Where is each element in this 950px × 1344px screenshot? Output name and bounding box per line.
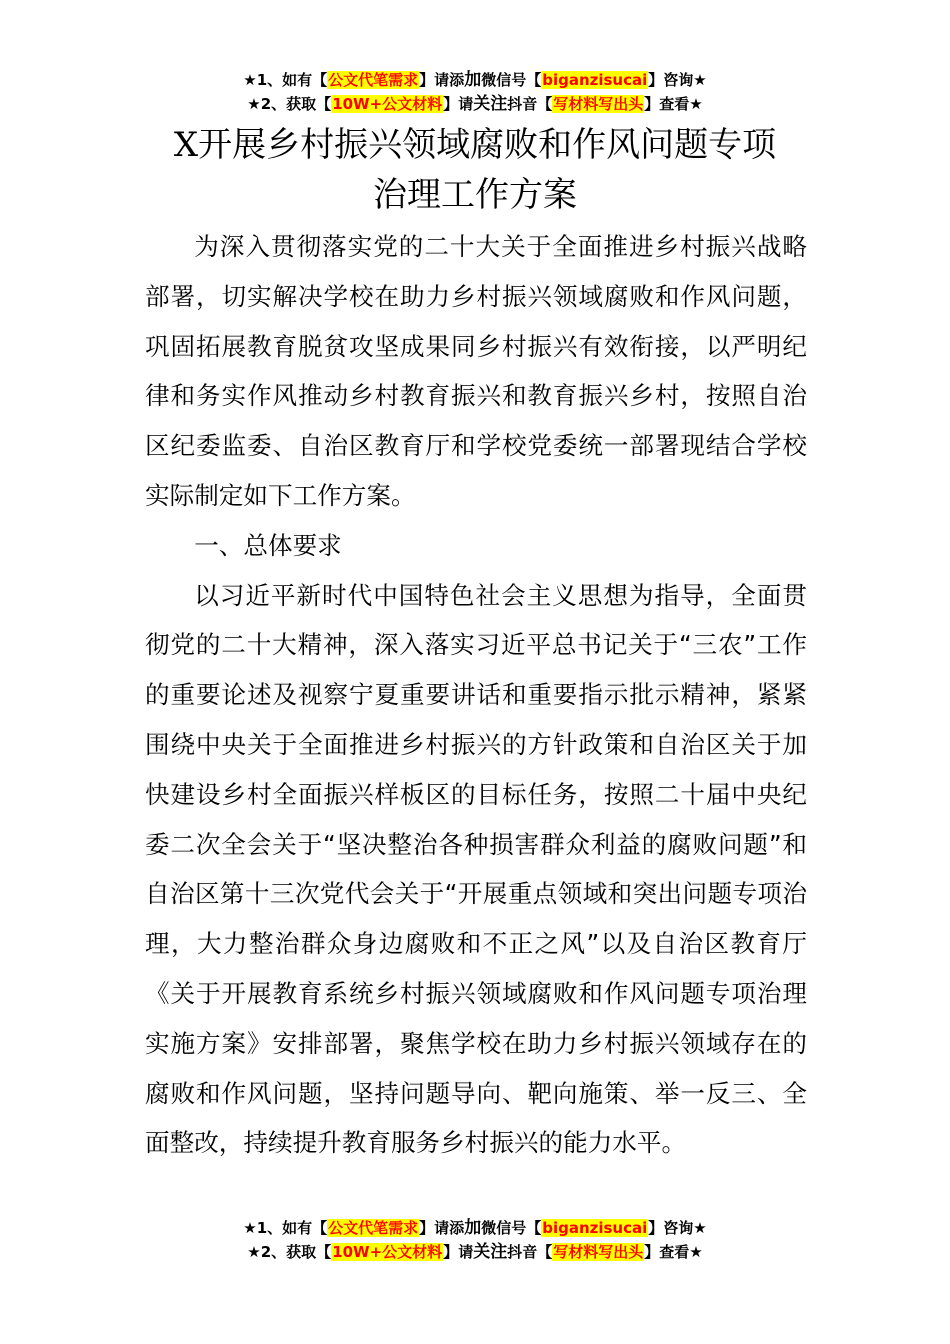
promo-line-2: ★2、获取【10W+公文材料】请关注抖音【写材料写出头】查看★ bbox=[247, 94, 703, 114]
title-line-1: X开展乡村振兴领域腐败和作风问题专项 bbox=[173, 125, 777, 165]
promo-footer bbox=[0, 1216, 950, 1264]
promo-douyin-id: 写材料写出头 bbox=[553, 95, 644, 113]
promo-wechat-id: biganzisucai bbox=[542, 1219, 648, 1237]
title-line-2: 治理工作方案 bbox=[373, 175, 577, 215]
promo-line-1: ★1、如有【公文代笔需求】请添加微信号【biganzisucai】咨询★ bbox=[243, 1218, 707, 1238]
intro-paragraph: 为深入贯彻落实党的二十大关于全面推进乡村振兴战略部署，切实解决学校在助力乡村振兴领域腐败和作风问题，巩固拓展教育脱贫攻坚成果同乡村振兴有效衔接，以严明纪律和务实作风推动乡村教育振兴和教育振兴乡村，按照自治区纪委监委、自治区教育厅和学校党委统一部署现结合学校实际制定如下工作方案。 bbox=[145, 232, 807, 510]
promo-highlight: 公文代笔需求 bbox=[328, 1219, 419, 1237]
promo-line-2: ★2、获取【10W+公文材料】请关注抖音【写材料写出头】查看★ bbox=[247, 1242, 703, 1262]
promo-douyin-id: 写材料写出头 bbox=[553, 1243, 644, 1261]
section-paragraph: 以习近平新时代中国特色社会主义思想为指导，全面贯彻党的二十大精神，深入落实习近平总书记关于“三农”工作的重要论述及视察宁夏重要讲话和重要指示批示精神，紧紧围绕中央关于全面推进乡村振兴的方针政策和自治区关于加快建设乡村全面振兴样板区的目标任务，按照二十届中央纪委二次全会关于“坚决整治各种损害群众利益的腐败问题”和自治区第十三次党代会关于“开展重点领域和突出问题专项治理，大力整治群众身边腐败和不正之风”以及自治区教育厅《关于开展教育系统乡村振兴领域腐败和作风问题专项治理实施方案》安排部署，聚焦学校在助力乡村振兴领域存在的腐败和作风问题，坚持问题导向、靶向施策、举一反三、全面整改，持续提升教育服务乡村振兴的能力水平。 bbox=[145, 580, 807, 1158]
promo-header bbox=[0, 68, 950, 116]
promo-highlight: 10W+公文材料 bbox=[332, 95, 443, 113]
section-heading: 一、总体要求 bbox=[194, 530, 342, 560]
promo-highlight: 公文代笔需求 bbox=[328, 71, 419, 89]
document-title bbox=[100, 120, 850, 220]
promo-line-1: ★1、如有【公文代笔需求】请添加微信号【biganzisucai】咨询★ bbox=[243, 70, 707, 90]
promo-wechat-id: biganzisucai bbox=[542, 71, 648, 89]
promo-highlight: 10W+公文材料 bbox=[332, 1243, 443, 1261]
document-body bbox=[145, 222, 807, 1168]
